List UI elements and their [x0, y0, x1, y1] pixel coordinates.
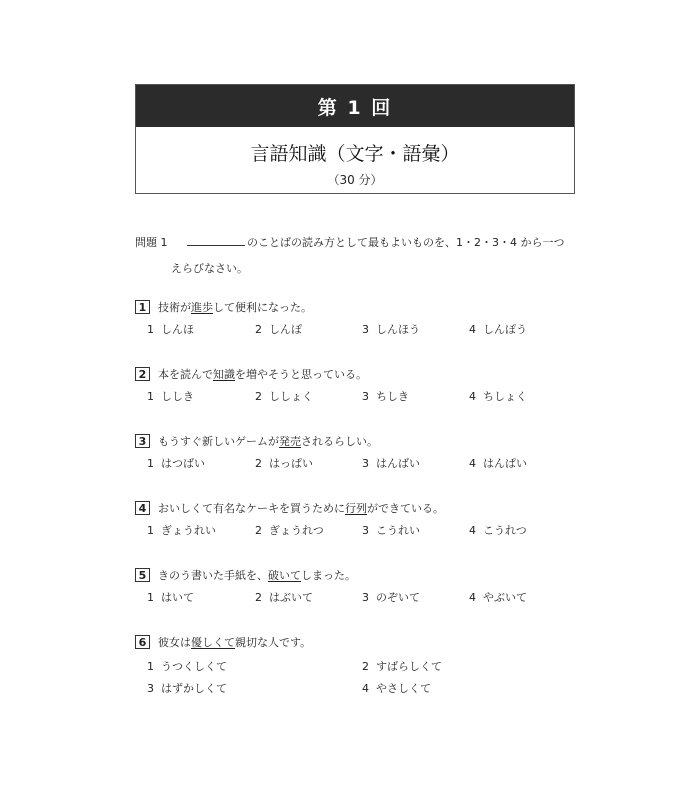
section-duration: （30 分）	[327, 173, 383, 187]
option-4[interactable]: 4 はんぱい	[469, 457, 527, 470]
stem-after: しまった。	[301, 569, 356, 582]
problem-instruction	[135, 230, 595, 282]
instruction-line-2: えらびなさい。	[171, 262, 248, 275]
option-3[interactable]: 3 ちしき	[362, 390, 409, 403]
question-number: 3	[135, 434, 150, 448]
option-4[interactable]: 4 こうれつ	[469, 524, 527, 537]
question-4	[135, 498, 595, 542]
stem-after: して便利になった。	[213, 301, 312, 314]
option-1[interactable]: 1 しんほ	[147, 323, 194, 336]
option-2[interactable]: 2 ぎょうれつ	[255, 524, 324, 537]
stem-before: おいしくて有名なケーキを買うために	[158, 502, 345, 515]
option-1[interactable]: 1 うつくしくて	[147, 660, 227, 673]
stem-underlined: 進歩	[191, 301, 213, 314]
stem-underlined: 破いて	[268, 569, 301, 582]
question-number: 6	[135, 635, 150, 649]
question-number: 4	[135, 501, 150, 515]
question-number: 2	[135, 367, 150, 381]
question-number: 1	[135, 300, 150, 314]
option-3[interactable]: 3 こうれい	[362, 524, 420, 537]
instruction-line-1: のことばの読み方として最もよいものを、1・2・3・4 から一つ	[247, 236, 565, 249]
stem-before: 技術が	[158, 301, 191, 314]
stem-underlined: 行列	[345, 502, 367, 515]
section-header	[135, 84, 575, 194]
option-2[interactable]: 2 はっぱい	[255, 457, 313, 470]
option-4[interactable]: 4 しんぽう	[469, 323, 527, 336]
option-4[interactable]: 4 ちしょく	[469, 390, 527, 403]
option-4[interactable]: 4 やぶいて	[469, 591, 527, 604]
option-3[interactable]: 3 しんほう	[362, 323, 420, 336]
stem-underlined: 優しくて	[191, 636, 235, 649]
stem-underlined: 知識	[213, 368, 235, 381]
option-2[interactable]: 2 はぶいて	[255, 591, 313, 604]
option-2[interactable]: 2 ししょく	[255, 390, 313, 403]
option-1[interactable]: 1 ぎょうれい	[147, 524, 216, 537]
blank-line	[187, 233, 245, 246]
question-3	[135, 431, 595, 475]
stem-after: ができている。	[367, 502, 444, 515]
stem-after: を増やそうと思っている。	[235, 368, 367, 381]
option-1[interactable]: 1 はいて	[147, 591, 194, 604]
option-2[interactable]: 2 すばらしくて	[362, 660, 442, 673]
question-2	[135, 364, 595, 408]
option-4[interactable]: 4 やさしくて	[362, 682, 431, 695]
round-banner: 第 1 回	[136, 85, 574, 127]
option-1[interactable]: 1 ししき	[147, 390, 194, 403]
question-number: 5	[135, 568, 150, 582]
stem-before: 本を読んで	[158, 368, 213, 381]
stem-after: 親切な人です。	[235, 636, 312, 649]
option-1[interactable]: 1 はつばい	[147, 457, 205, 470]
stem-underlined: 発売	[279, 435, 301, 448]
stem-after: されるらしい。	[301, 435, 378, 448]
question-6	[135, 632, 595, 702]
option-2[interactable]: 2 しんぽ	[255, 323, 302, 336]
option-3[interactable]: 3 はずかしくて	[147, 682, 227, 695]
question-5	[135, 565, 595, 609]
stem-before: もうすぐ新しいゲームが	[158, 435, 279, 448]
problem-label: 問題 1	[135, 236, 168, 249]
stem-before: きのう書いた手紙を、	[158, 569, 268, 582]
section-title: 言語知識（文字・語彙）	[250, 143, 460, 165]
question-1	[135, 297, 595, 341]
option-3[interactable]: 3 はんばい	[362, 457, 420, 470]
stem-before: 彼女は	[158, 636, 191, 649]
option-3[interactable]: 3 のぞいて	[362, 591, 420, 604]
